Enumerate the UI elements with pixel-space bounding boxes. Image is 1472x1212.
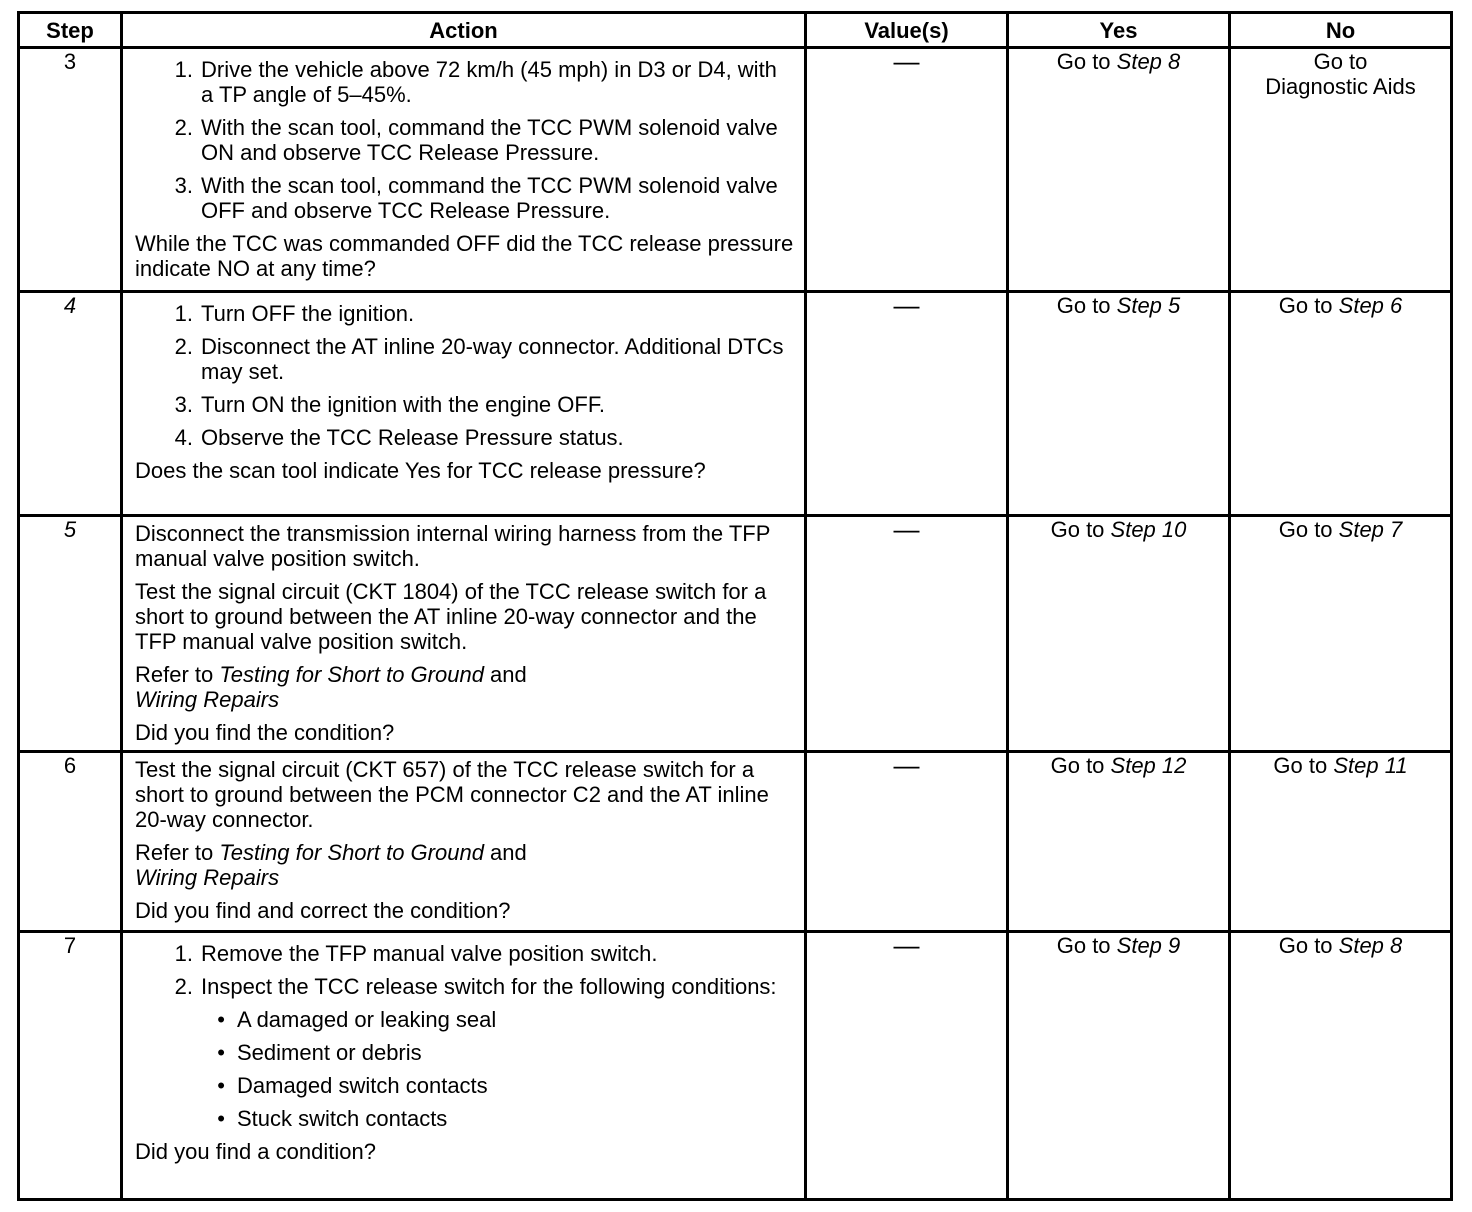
value-cell: — <box>806 48 1008 292</box>
table-row-step-7 <box>19 932 1452 1200</box>
bullet-text: Stuck switch contacts <box>237 1106 448 1131</box>
yes-step-link[interactable]: Step 5 <box>1116 293 1181 318</box>
list-text: Remove the TFP manual valve position switch. <box>201 941 658 966</box>
yes-prefix: Go to <box>1050 753 1111 778</box>
list-number: 2. <box>174 974 193 999</box>
action-paragraph: Test the signal circuit (CKT 657) of the TCC release switch for a short to ground between the PCM connector C2 and the AT inline 20-way connector. <box>135 757 769 832</box>
step-number: 7 <box>19 932 122 1200</box>
yes-prefix: Go to <box>1056 293 1117 318</box>
action-cell <box>122 516 806 752</box>
yes-prefix: Go to <box>1050 517 1111 542</box>
step-number: 6 <box>19 752 122 932</box>
bullet-icon: • <box>217 1073 225 1098</box>
bullet-item <box>135 1007 794 1032</box>
action-list <box>135 941 794 999</box>
value-cell: — <box>806 292 1008 516</box>
no-prefix: Go to <box>1278 293 1339 318</box>
ref-short-to-ground-link[interactable]: Testing for Short to Ground <box>219 840 484 865</box>
list-text: Observe the TCC Release Pressure status. <box>201 425 624 450</box>
list-item <box>135 334 794 384</box>
list-item <box>135 392 794 417</box>
no-step-link[interactable]: Step 8 <box>1338 933 1403 958</box>
yes-prefix: Go to <box>1056 933 1117 958</box>
list-item <box>135 425 794 450</box>
action-list <box>135 301 794 450</box>
diagnostic-table <box>17 11 1453 1201</box>
action-cell <box>122 752 806 932</box>
ref-and: and <box>483 840 527 865</box>
list-number: 1. <box>174 941 193 966</box>
bullet-item <box>135 1106 794 1131</box>
list-item <box>135 57 794 107</box>
bullet-item <box>135 1073 794 1098</box>
action-cell <box>122 292 806 516</box>
value-cell: — <box>806 516 1008 752</box>
action-cell <box>122 932 806 1200</box>
action-question: Did you find the condition? <box>135 720 395 745</box>
yes-cell <box>1008 516 1230 752</box>
list-text: With the scan tool, command the TCC PWM solenoid valve ON and observe TCC Release Pressure. <box>201 115 778 165</box>
step-number: 3 <box>19 48 122 292</box>
table-row-step-5 <box>19 516 1452 752</box>
ref-and: and <box>483 662 527 687</box>
ref-prefix: Refer to <box>135 840 220 865</box>
list-text: Drive the vehicle above 72 km/h (45 mph) in D3 or D4, with a TP angle of 5–45%. <box>201 57 777 107</box>
yes-step-link[interactable]: Step 8 <box>1116 49 1181 74</box>
yes-cell <box>1008 48 1230 292</box>
yes-prefix: Go to <box>1056 49 1117 74</box>
ref-prefix: Refer to <box>135 662 220 687</box>
value-cell: — <box>806 932 1008 1200</box>
bullet-icon: • <box>217 1040 225 1065</box>
list-number: 1. <box>174 57 193 82</box>
action-list <box>135 57 794 223</box>
step-number: 5 <box>19 516 122 752</box>
no-prefix: Go to <box>1278 517 1339 542</box>
header-action: Action <box>122 13 806 48</box>
bullet-icon: • <box>217 1106 225 1131</box>
bullet-text: A damaged or leaking seal <box>237 1007 497 1032</box>
no-prefix: Go to <box>1273 753 1334 778</box>
yes-step-link[interactable]: Step 12 <box>1110 753 1187 778</box>
ref-wiring-repairs-link[interactable]: Wiring Repairs <box>135 687 280 712</box>
no-cell <box>1230 48 1452 292</box>
list-number: 2. <box>174 115 193 140</box>
header-no: No <box>1230 13 1452 48</box>
no-cell <box>1230 932 1452 1200</box>
step-number: 4 <box>19 292 122 516</box>
action-question: Does the scan tool indicate Yes for TCC release pressure? <box>135 458 706 483</box>
ref-short-to-ground-link[interactable]: Testing for Short to Ground <box>219 662 484 687</box>
list-number: 3. <box>174 173 193 198</box>
list-number: 4. <box>174 425 193 450</box>
list-number: 3. <box>174 392 193 417</box>
no-step-link[interactable]: Step 11 <box>1333 753 1408 778</box>
header-row <box>19 13 1452 48</box>
reference-paragraph <box>135 662 794 712</box>
list-item <box>135 301 794 326</box>
table-row-step-3 <box>19 48 1452 292</box>
no-step-link[interactable]: Step 6 <box>1338 293 1403 318</box>
list-number: 2. <box>174 334 193 359</box>
yes-cell <box>1008 292 1230 516</box>
bullet-list <box>135 1007 794 1131</box>
header-yes: Yes <box>1008 13 1230 48</box>
action-question: Did you find and correct the condition? <box>135 898 511 923</box>
no-cell <box>1230 752 1452 932</box>
no-prefix: Go to <box>1278 933 1339 958</box>
list-item <box>135 941 794 966</box>
table-row-step-4 <box>19 292 1452 516</box>
no-cell <box>1230 292 1452 516</box>
list-number: 1. <box>174 301 193 326</box>
header-step: Step <box>19 13 122 48</box>
no-diagnostic-aids-link[interactable]: Diagnostic Aids <box>1265 74 1416 99</box>
list-text: Inspect the TCC release switch for the following conditions: <box>201 974 777 999</box>
action-paragraph: Disconnect the transmission internal wiring harness from the TFP manual valve position switch. <box>135 521 771 571</box>
list-item <box>135 974 794 999</box>
action-question: Did you find a condition? <box>135 1139 376 1164</box>
list-text: Turn ON the ignition with the engine OFF. <box>201 392 605 417</box>
list-item <box>135 173 794 223</box>
no-step-link[interactable]: Step 7 <box>1338 517 1403 542</box>
action-cell <box>122 48 806 292</box>
value-cell: — <box>806 752 1008 932</box>
bullet-icon: • <box>217 1007 225 1032</box>
yes-cell <box>1008 932 1230 1200</box>
reference-paragraph <box>135 840 794 890</box>
list-text: With the scan tool, command the TCC PWM solenoid valve OFF and observe TCC Release Pressure. <box>201 173 778 223</box>
yes-cell <box>1008 752 1230 932</box>
action-paragraph: Test the signal circuit (CKT 1804) of the TCC release switch for a short to ground between the AT inline 20-way connector and the TFP manual valve position switch. <box>135 579 767 654</box>
bullet-item <box>135 1040 794 1065</box>
header-value: Value(s) <box>806 13 1008 48</box>
action-question: While the TCC was commanded OFF did the TCC release pressure indicate NO at any time? <box>135 231 794 281</box>
bullet-text: Sediment or debris <box>237 1040 422 1065</box>
bullet-text: Damaged switch contacts <box>237 1073 488 1098</box>
no-line-1: Go to <box>1313 49 1368 74</box>
ref-wiring-repairs-link[interactable]: Wiring Repairs <box>135 865 280 890</box>
table-row-step-6 <box>19 752 1452 932</box>
yes-step-link[interactable]: Step 9 <box>1116 933 1181 958</box>
no-cell <box>1230 516 1452 752</box>
list-text: Disconnect the AT inline 20-way connector. Additional DTCs may set. <box>201 334 784 384</box>
yes-step-link[interactable]: Step 10 <box>1110 517 1187 542</box>
list-text: Turn OFF the ignition. <box>201 301 415 326</box>
list-item <box>135 115 794 165</box>
